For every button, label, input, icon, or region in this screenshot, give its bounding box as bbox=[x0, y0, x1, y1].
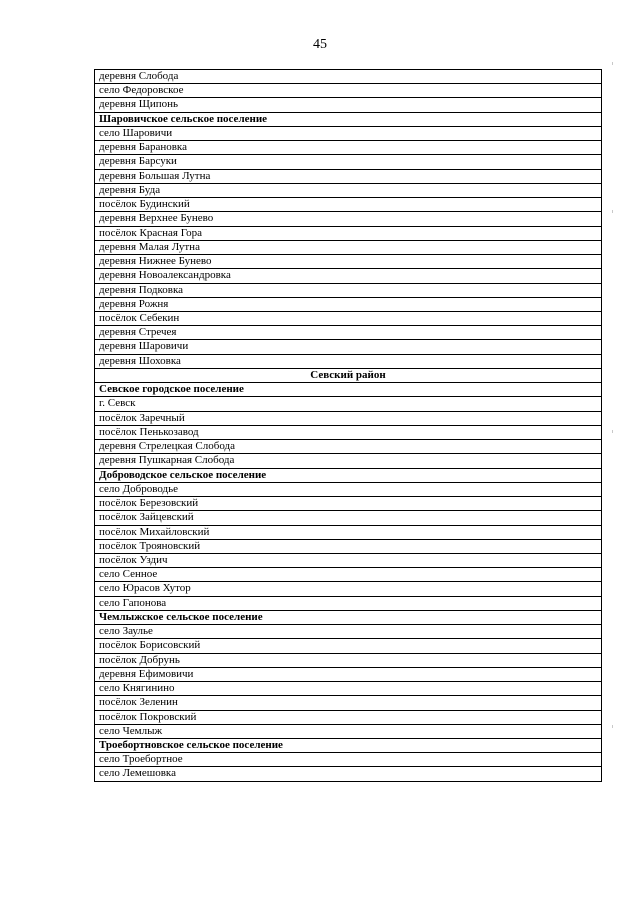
table-row: село Сенное bbox=[95, 568, 601, 582]
table-row: посёлок Березовский bbox=[95, 497, 601, 511]
settlements-table bbox=[94, 69, 602, 782]
table-row: посёлок Заречный bbox=[95, 412, 601, 426]
table-row: посёлок Зеленин bbox=[95, 696, 601, 710]
settlement-heading-row: Доброводское сельское поселение bbox=[95, 469, 601, 483]
table-row: деревня Рожня bbox=[95, 298, 601, 312]
settlement-heading-row: Чемлыжское сельское поселение bbox=[95, 611, 601, 625]
table-row: село Заулье bbox=[95, 625, 601, 639]
table-row: посёлок Уздич bbox=[95, 554, 601, 568]
right-edge-mark bbox=[612, 210, 613, 213]
table-row: посёлок Борисовский bbox=[95, 639, 601, 653]
table-row: деревня Шаровичи bbox=[95, 340, 601, 354]
right-edge-mark bbox=[612, 430, 613, 433]
table-row: посёлок Михайловский bbox=[95, 526, 601, 540]
table-row: г. Севск bbox=[95, 397, 601, 411]
table-row: село Доброводье bbox=[95, 483, 601, 497]
table-row: село Троебортное bbox=[95, 753, 601, 767]
table-row: село Федоровское bbox=[95, 84, 601, 98]
table-row: посёлок Себекин bbox=[95, 312, 601, 326]
table-row: посёлок Трояновский bbox=[95, 540, 601, 554]
table-row: село Княгинино bbox=[95, 682, 601, 696]
table-row: посёлок Пенькозавод bbox=[95, 426, 601, 440]
district-heading-row: Севский район bbox=[95, 369, 601, 383]
table-row: посёлок Зайцевский bbox=[95, 511, 601, 525]
table-row: деревня Малая Лутна bbox=[95, 241, 601, 255]
table-row: деревня Ефимовичи bbox=[95, 668, 601, 682]
table-row: деревня Стречея bbox=[95, 326, 601, 340]
table-row: деревня Верхнее Бунево bbox=[95, 212, 601, 226]
table-row: деревня Нижнее Бунево bbox=[95, 255, 601, 269]
table-row: деревня Стрелецкая Слобода bbox=[95, 440, 601, 454]
right-edge-mark bbox=[612, 62, 613, 65]
table-row: деревня Большая Лутна bbox=[95, 170, 601, 184]
table-row: деревня Новоалександровка bbox=[95, 269, 601, 283]
table-row: деревня Буда bbox=[95, 184, 601, 198]
table-row: деревня Барановка bbox=[95, 141, 601, 155]
page-number: 45 bbox=[313, 37, 327, 52]
table-row: деревня Слобода bbox=[95, 70, 601, 84]
table-row: деревня Барсуки bbox=[95, 155, 601, 169]
table-row: село Лемешовка bbox=[95, 767, 601, 781]
table-row: деревня Шоховка bbox=[95, 355, 601, 369]
settlement-heading-row: Шаровичское сельское поселение bbox=[95, 113, 601, 127]
settlement-heading-row: Севское городское поселение bbox=[95, 383, 601, 397]
table-row: село Шаровичи bbox=[95, 127, 601, 141]
table-row: деревня Пушкарная Слобода bbox=[95, 454, 601, 468]
settlement-heading-row: Троебортновское сельское поселение bbox=[95, 739, 601, 753]
table-row: деревня Подковка bbox=[95, 284, 601, 298]
table-row: село Чемлыж bbox=[95, 725, 601, 739]
right-edge-mark bbox=[612, 725, 613, 728]
table-row: деревня Щипонь bbox=[95, 98, 601, 112]
table-row: посёлок Покровский bbox=[95, 711, 601, 725]
table-row: посёлок Красная Гора bbox=[95, 227, 601, 241]
table-row: посёлок Будинский bbox=[95, 198, 601, 212]
table-row: посёлок Добрунь bbox=[95, 654, 601, 668]
table-row: село Юрасов Хутор bbox=[95, 582, 601, 596]
table-row: село Гапонова bbox=[95, 597, 601, 611]
